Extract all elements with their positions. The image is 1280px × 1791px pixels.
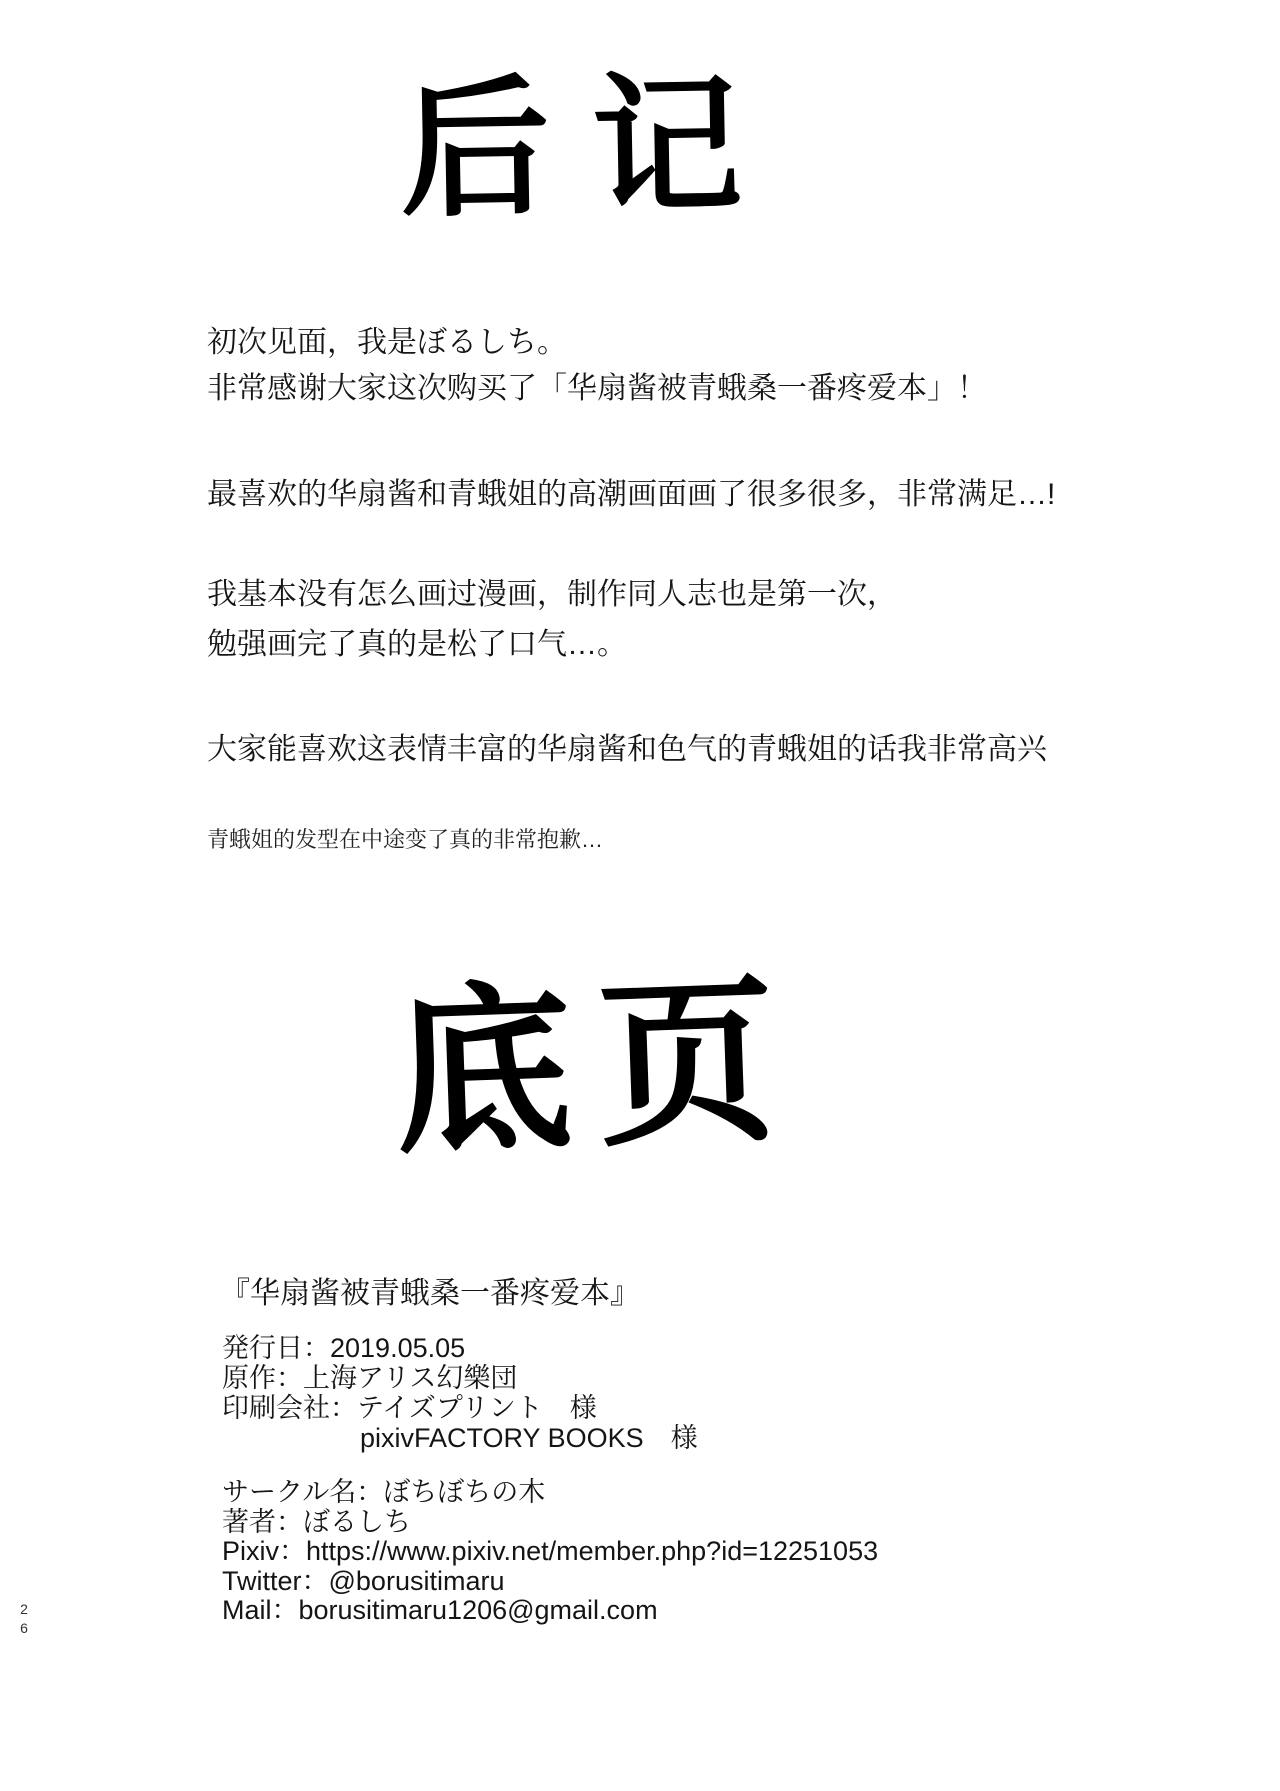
author-name: 著者：ぼるしち: [222, 1506, 411, 1537]
colophon-block: [222, 1333, 698, 1453]
afterword-calligraphy-title: 后记: [398, 55, 786, 239]
afterword-apology-note: 青蛾姐的发型在中途变了真的非常抱歉…: [207, 827, 604, 852]
afterword-line-3: 最喜欢的华扇酱和青蛾姐的高潮画面画了很多很多，非常满足…!: [207, 478, 1056, 511]
afterword-line-4: 我基本没有怎么画过漫画，制作同人志也是第一次，: [207, 578, 897, 611]
afterword-line-5: 勉强画完了真的是松了口气…。: [207, 628, 627, 661]
printer-company-2: pixivFACTORY BOOKS 様: [360, 1423, 698, 1453]
backpage-calligraphy-title: 底页: [390, 954, 806, 1179]
book-title: 『华扇酱被青蛾桑一番疼爱本』: [220, 1277, 640, 1310]
afterword-line-6: 大家能喜欢这表情丰富的华扇酱和色气的青蛾姐的话我非常高兴: [207, 733, 1047, 766]
original-work: 原作：上海アリス幻樂団: [222, 1363, 518, 1393]
publish-date: 発行日：2019.05.05: [222, 1333, 466, 1363]
mail-address: Mail：borusitimaru1206@gmail.com: [222, 1595, 658, 1625]
circle-name: サークル名：ぼちぼちの木: [222, 1477, 546, 1507]
circle-info-block: [222, 1478, 878, 1626]
afterword-line-2: 非常感谢大家这次购买了「华扇酱被青蛾桑一番疼爱本」！: [207, 372, 987, 405]
pixiv-url: Pixiv：https://www.pixiv.net/member.php?id=12251053: [222, 1536, 879, 1566]
twitter-handle: Twitter：@borusitimaru: [222, 1565, 505, 1596]
afterword-line-1: 初次见面，我是ぼるしち。: [207, 326, 567, 359]
page-number: 26: [16, 1601, 32, 1639]
printer-company: 印刷会社：テイズプリント 様: [222, 1393, 597, 1423]
